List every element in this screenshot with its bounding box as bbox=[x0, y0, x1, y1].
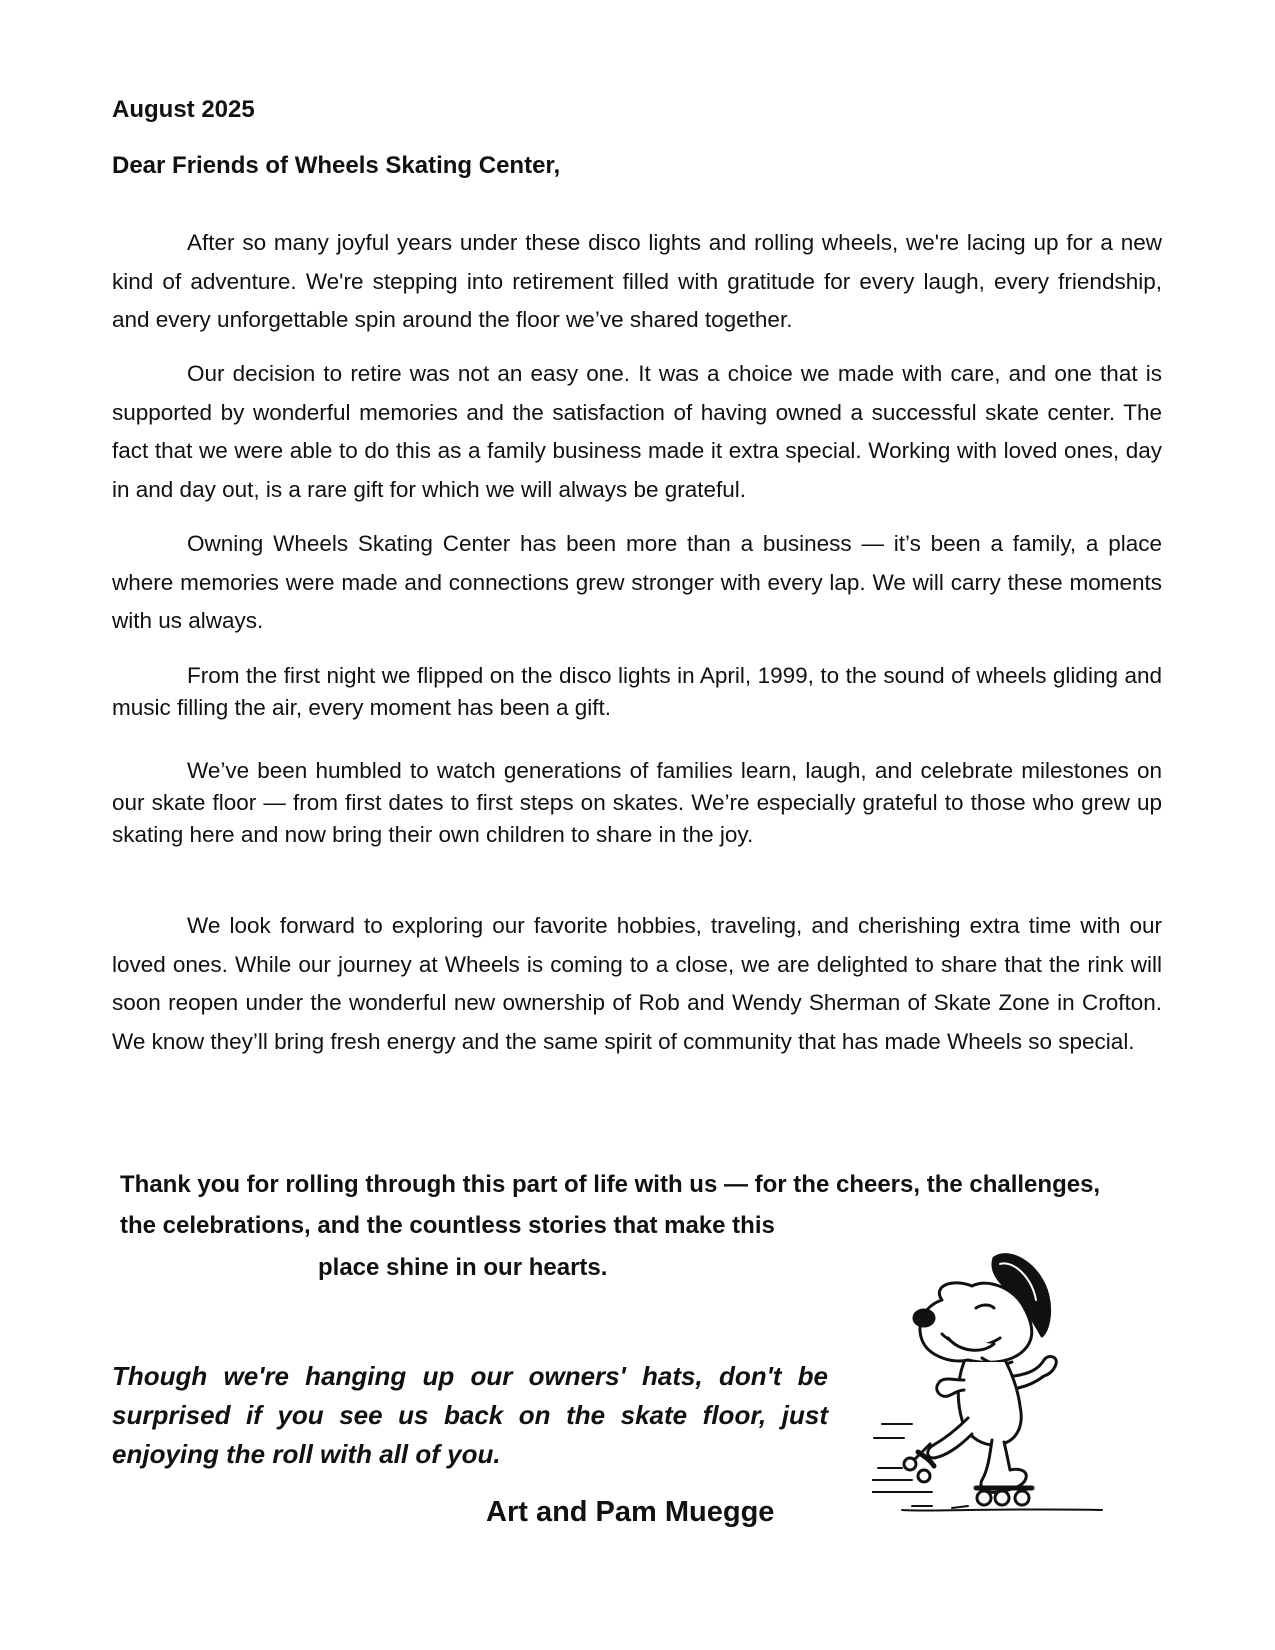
skating-dog-icon bbox=[872, 1248, 1112, 1516]
letter-greeting: Dear Friends of Wheels Skating Center, bbox=[112, 152, 561, 179]
signature: Art and Pam Muegge bbox=[486, 1496, 775, 1528]
paragraph-decision: Our decision to retire was not an easy one. It was a choice we made with care, and one that is supported by wonderful memories and the satisfaction of having owned a successful skate center. The fact that we were able to do this as a family business made it extra special. Working with loved ones, day in and day out, is a rare gift for which we will always be grateful. bbox=[112, 361, 1162, 502]
paragraph-first-night: From the first night we flipped on the disco lights in April, 1999, to the sound of wheels gliding and music filling the air, every moment has been a gift. bbox=[112, 663, 1162, 720]
paragraph-generations: We’ve been humbled to watch generations of families learn, laugh, and celebrate milestones on our skate floor — from first dates to first steps on skates. We’re especially grateful to those who grew up skating here and now bring their own children to share in the joy. bbox=[112, 758, 1162, 847]
paragraph-owning: Owning Wheels Skating Center has been more than a business — it’s been a family, a place where memories were made and connections grew stronger with every lap. We will carry these moments with us always. bbox=[112, 531, 1162, 633]
paragraph-retirement: After so many joyful years under these disco lights and rolling wheels, we're lacing up for a new kind of adventure. We're stepping into retirement filled with gratitude for every laugh, every friendship, and every unforgettable spin around the floor we’ve shared together. bbox=[112, 230, 1162, 332]
thanks-line-3: place shine in our hearts. bbox=[318, 1254, 608, 1281]
closing-remark: Though we're hanging up our owners' hats, don't be surprised if you see us back on the skate floor, just enjoying the roll with all of you. bbox=[112, 1361, 828, 1469]
letter-date: August 2025 bbox=[112, 96, 255, 123]
paragraph-future: We look forward to exploring our favorite hobbies, traveling, and cherishing extra time with our loved ones. While our journey at Wheels is coming to a close, we are delighted to share that the rink will soon reopen under the wonderful new ownership of Rob and Wendy Sherman of Skate Zone in Crofton. We know they’ll bring fresh energy and the same spirit of community that has made Wheels so special. bbox=[112, 913, 1162, 1054]
thanks-line-1: Thank you for rolling through this part of life with us — for the cheers, the challenges, bbox=[120, 1171, 1101, 1198]
thanks-line-2: the celebrations, and the countless stories that make this bbox=[120, 1212, 775, 1239]
